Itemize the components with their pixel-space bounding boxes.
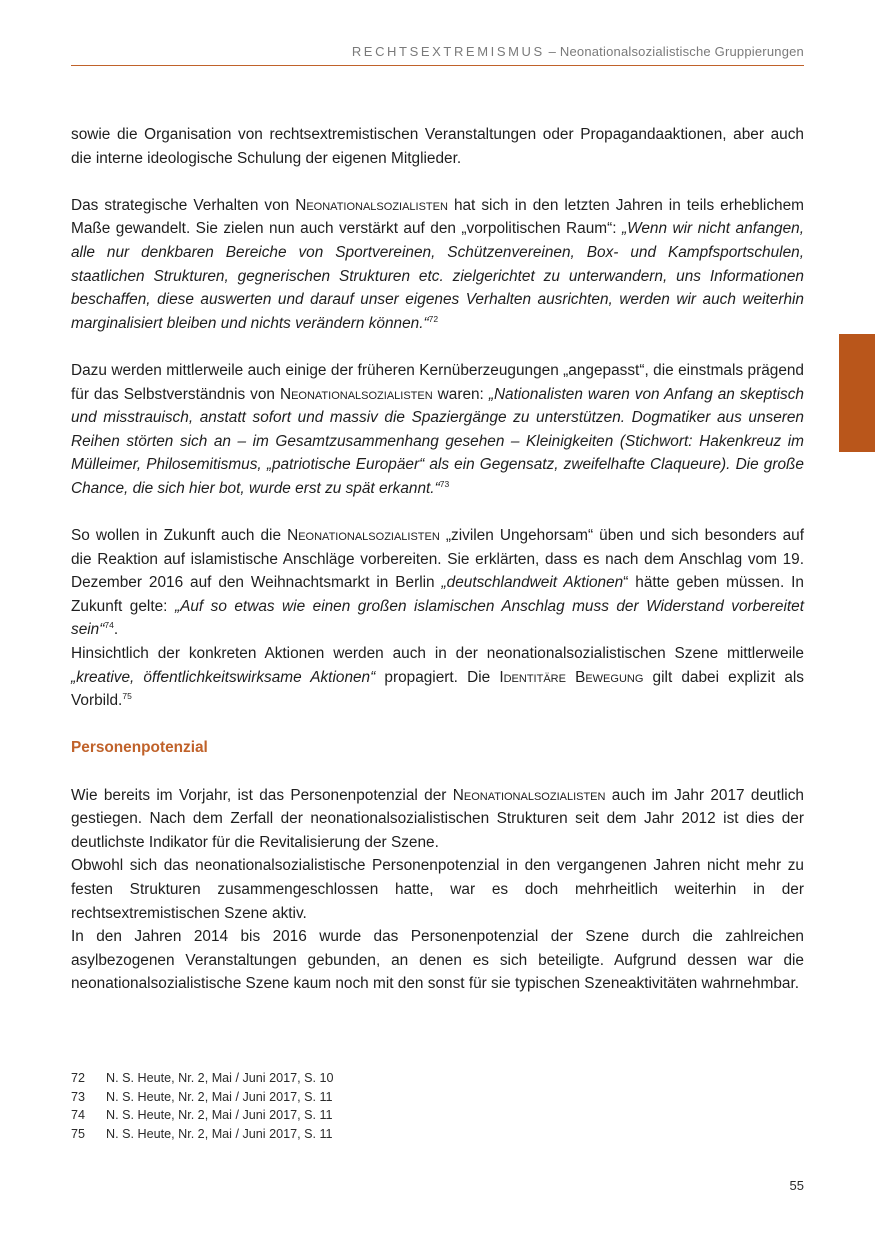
header-separator: – — [544, 44, 560, 59]
text-run: „zivilen Ungehorsam“ üben und sich besonders auf die Reaktion auf islamistische Anschläge vorbereiten. Sie erklärten, dass es nach dem Anschlag vom 19. Dezember 2016 auf den Weihnachtsmarkt in Berlin — [71, 527, 804, 592]
text-run: propagiert. Die — [375, 668, 500, 686]
header-rule — [71, 65, 804, 66]
small-caps-term: Neonationalsozialisten — [287, 527, 440, 545]
footnote-ref: 72 — [428, 313, 439, 324]
footnote — [71, 1125, 804, 1144]
small-caps-term: Identitäre Bewegung — [499, 668, 644, 686]
paragraph-3 — [71, 359, 804, 501]
footnote-text: N. S. Heute, Nr. 2, Mai / Juni 2017, S. 11 — [106, 1089, 333, 1104]
footnote-number: 75 — [71, 1126, 86, 1141]
footnote — [71, 1069, 804, 1088]
footnote-ref: 75 — [122, 691, 132, 702]
footnote-number: 74 — [71, 1108, 86, 1122]
text-run: So wollen in Zukunft auch die — [71, 527, 288, 545]
footnote-number: 72 — [71, 1071, 86, 1085]
paragraph-2 — [71, 194, 804, 336]
footnotes — [71, 1069, 804, 1143]
footnote-number: 73 — [71, 1089, 86, 1104]
paragraph-4 — [71, 524, 804, 642]
footnote-text: N. S. Heute, Nr. 2, Mai / Juni 2017, S. 10 — [106, 1071, 334, 1085]
small-caps-term: Neonationalsozialisten — [452, 786, 606, 804]
quote: „Auf so etwas wie einen großen islamischen Anschlag muss der Widerstand vorbereitet sein“ — [71, 597, 804, 639]
text-run: Das strategische Verhalten von — [71, 196, 296, 214]
quote: „Wenn wir nicht anfangen, alle nur denkbaren Bereiche von Sportvereinen, Schützenvereinen, Box- und Kampfsportschulen, staatlichen Strukturen, gegnerischen Strukturen etc. zielgerichtet zu unterwandern, uns Informationen beschaffen, diese auswerten und darauf unser eigenes Verhalten ausrichten, werden wir auch weiterhin marginalisiert bleiben und nichts verändern können.“ — [71, 220, 804, 332]
paragraph-7: Obwohl sich das neonationalsozialistische Personenpotenzial in den vergangenen Jahren nicht mehr zu festen Strukturen zusammengeschlossen hatte, war es doch mehrheitlich weiterhin in der rechtsextremistischen Szene aktiv. — [71, 857, 804, 922]
text-run: Dazu werden mittlerweile auch einige der früheren Kernüberzeugungen „angepasst“, die einstmals prägend für das Selbstverständnis von — [71, 361, 804, 403]
text-run: waren: — [432, 385, 489, 403]
page-number: 55 — [789, 1178, 804, 1193]
paragraph-6 — [71, 784, 804, 855]
text-run: Hinsichtlich der konkreten Aktionen werden auch in der neonationalsozialistischen Szene mittlerweile — [71, 645, 804, 663]
text-run: gilt dabei explizit als Vorbild. — [71, 668, 804, 710]
section-heading: Personenpotenzial — [71, 739, 208, 757]
text-run: hat sich in den letzten Jahren in teils erheblichem Maße gewandelt. Sie zielen nun auch verstärkt auf den „vorpolitischen Raum“: — [71, 196, 804, 238]
footnote — [71, 1088, 804, 1107]
quote: „deutschlandweit Aktionen — [441, 574, 624, 592]
paragraph-8: In den Jahren 2014 bis 2016 wurde das Personenpotenzial der Szene durch die zahlreichen asylbezogenen Veranstaltungen gebunden, an denen es sich beteiligte. Aufgrund dessen war die neonationalsozialistische Szene kaum noch mit den sonst für sie typischen Szeneaktivitäten wahrnehmbar. — [71, 928, 804, 993]
running-header — [71, 44, 804, 59]
header-section: RECHTSEXTREMISMUS — [351, 44, 545, 59]
text-run: . — [113, 621, 119, 639]
small-caps-term: Neonationalsozialisten — [279, 385, 433, 403]
footnote-ref: 74 — [104, 620, 114, 631]
quote: „Nationalisten waren von Anfang an skeptisch und misstrauisch, anstatt sofort und massiv die Spaziergänge zu unterstützen. Dogmatiker aus unseren Reihen störten sich an – im Gesamtzusammenhang gesehen – Kleinigkeiten (Stichwort: Hakenkreuz im Mülleimer, Philosemitismus, „patriotische Europäer“ als ein Gegensatz, zweifelhafte Claqueure). Die große Chance, die sich hier bot, wurde erst zu spät erkannt.“ — [71, 385, 804, 497]
text-run: auch im Jahr 2017 deutlich gestiegen. Nach dem Zerfall der neonationalsozialistischen Strukturen seit dem Jahr 2012 ist dies der deutlichste Indikator für die Revitalisierung der Szene. — [71, 786, 804, 851]
chapter-tab-marker — [839, 334, 875, 452]
quote: „kreative, öffentlichkeitswirksame Aktionen“ — [71, 668, 376, 686]
paragraph-5 — [71, 642, 804, 713]
paragraph-1: sowie die Organisation von rechtsextremistischen Veranstaltungen oder Propagandaaktionen, aber auch die interne ideologische Schulung der eigenen Mitglieder. — [71, 126, 804, 167]
footnote-ref: 73 — [439, 478, 450, 489]
text-run: Wie bereits im Vorjahr, ist das Personenpotenzial der — [71, 786, 453, 804]
text-run: “ hätte geben müssen. In Zukunft gelte: — [71, 574, 804, 615]
small-caps-term: Neonationalsozialisten — [295, 196, 448, 214]
header-subtitle: Neonationalsozialistische Gruppierungen — [559, 44, 804, 59]
footnote — [71, 1106, 804, 1125]
footnote-text: N. S. Heute, Nr. 2, Mai / Juni 2017, S. 11 — [106, 1126, 333, 1141]
body-text — [71, 123, 804, 996]
footnote-text: N. S. Heute, Nr. 2, Mai / Juni 2017, S. 11 — [106, 1108, 333, 1122]
